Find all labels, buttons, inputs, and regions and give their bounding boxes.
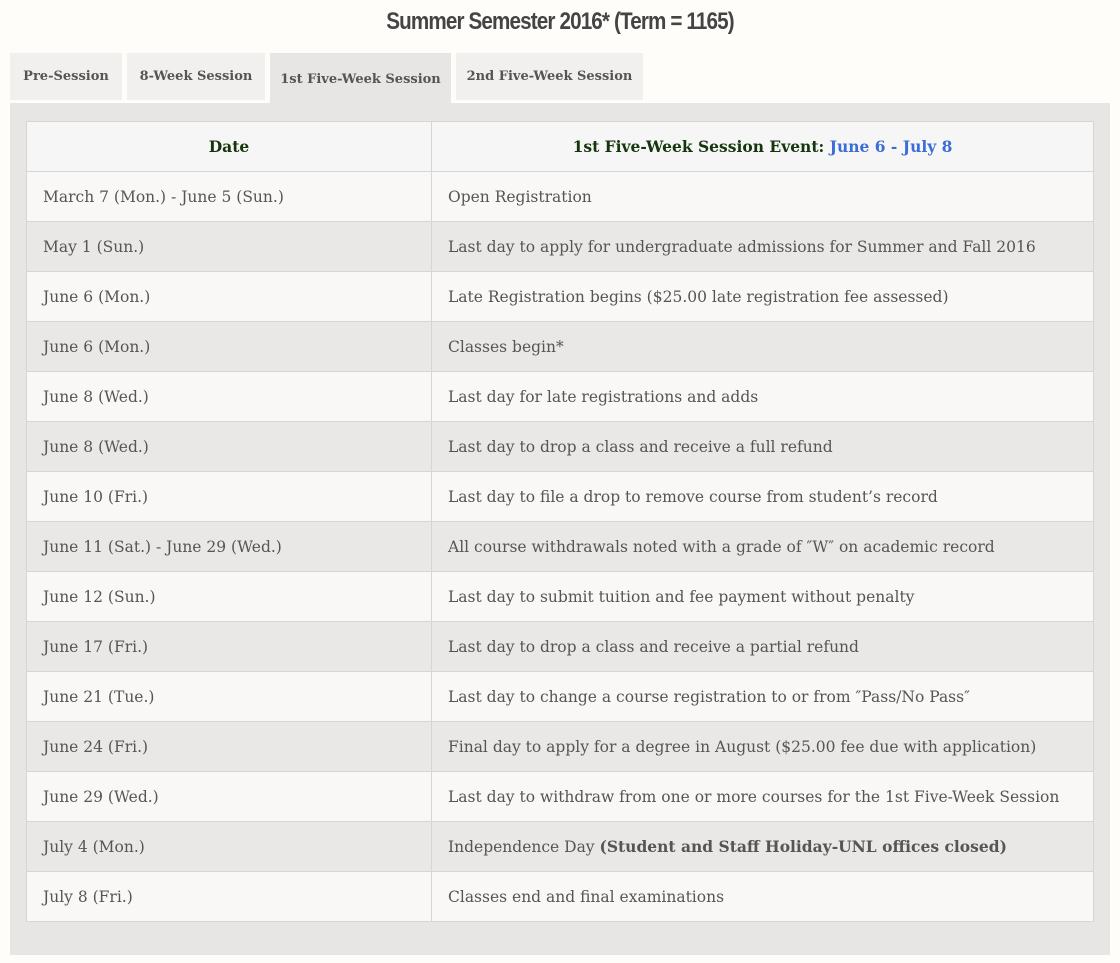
table-header-row [27,122,1094,172]
table-row [27,322,1094,372]
table-row [27,722,1094,772]
row-date: June 6 (Mon.) [27,322,432,372]
row-date: June 21 (Tue.) [27,672,432,722]
tab-pre-session[interactable]: Pre-Session [10,53,122,100]
table-row [27,872,1094,922]
row-event-text: Last day to change a course registration to or from ″Pass/No Pass″ [448,687,970,706]
row-event-text: Independence Day [448,838,600,856]
row-event-text: Classes begin* [448,337,564,356]
row-date: June 24 (Fri.) [27,722,432,772]
row-event-text: Open Registration [448,187,592,206]
tab-panel [10,103,1110,955]
event-header-label: 1st Five-Week Session Event: [572,137,830,156]
page-title: Summer Semester 2016* (Term = 1165) [386,8,734,35]
row-event-text: Last day to drop a class and receive a partial refund [448,637,859,656]
row-event-text: All course withdrawals noted with a grade of ″W″ on academic record [448,537,995,556]
row-event-text: Final day to apply for a degree in August ($25.00 fee due with application) [448,737,1037,756]
row-event-text: Last day to file a drop to remove course from student’s record [448,487,938,506]
row-date: July 8 (Fri.) [27,872,432,922]
row-event [432,372,1094,422]
table-row [27,572,1094,622]
table-row [27,772,1094,822]
session-date-range: June 6 - July 8 [829,137,953,156]
table-row [27,522,1094,572]
row-date: June 29 (Wed.) [27,772,432,822]
row-event-text: Last day to drop a class and receive a full refund [448,437,833,456]
row-event-text: Last day to submit tuition and fee payment without penalty [448,587,915,606]
row-event-text: Late Registration begins ($25.00 late registration fee assessed) [448,287,949,306]
row-date: June 11 (Sat.) - June 29 (Wed.) [27,522,432,572]
row-date: June 8 (Wed.) [27,422,432,472]
row-event [432,672,1094,722]
table-row [27,172,1094,222]
row-event [432,572,1094,622]
row-event [432,222,1094,272]
row-event [432,622,1094,672]
row-event [432,822,1094,872]
row-event [432,772,1094,822]
row-date: June 12 (Sun.) [27,572,432,622]
table-row [27,472,1094,522]
row-date: June 8 (Wed.) [27,372,432,422]
table-row [27,672,1094,722]
row-date: March 7 (Mon.) - June 5 (Sun.) [27,172,432,222]
row-date: May 1 (Sun.) [27,222,432,272]
table-row [27,272,1094,322]
table-row [27,372,1094,422]
tab-1st-five-week-session[interactable]: 1st Five-Week Session [270,53,451,105]
row-date: June 6 (Mon.) [27,272,432,322]
table-row [27,822,1094,872]
event-column-header [432,122,1094,172]
calendar-table [26,121,1094,922]
row-event [432,472,1094,522]
row-event [432,322,1094,372]
tab-2nd-five-week-session[interactable]: 2nd Five-Week Session [456,53,643,100]
table-row [27,422,1094,472]
table-row [27,622,1094,672]
row-event-text: Last day to apply for undergraduate admissions for Summer and Fall 2016 [448,237,1036,256]
row-event-emphasis: (Student and Staff Holiday-UNL offices closed) [599,837,1007,856]
row-event [432,722,1094,772]
row-event [432,422,1094,472]
row-date: June 10 (Fri.) [27,472,432,522]
row-date: July 4 (Mon.) [27,822,432,872]
tab-8-week-session[interactable]: 8-Week Session [127,53,265,100]
row-date: June 17 (Fri.) [27,622,432,672]
row-event-text: Classes end and final examinations [448,887,725,906]
row-event [432,272,1094,322]
row-event [432,872,1094,922]
row-event-text: Last day to withdraw from one or more courses for the 1st Five-Week Session [448,787,1060,806]
table-row [27,222,1094,272]
date-column-header: Date [27,122,432,172]
row-event-text: Last day for late registrations and adds [448,387,759,406]
row-event [432,522,1094,572]
row-event [432,172,1094,222]
